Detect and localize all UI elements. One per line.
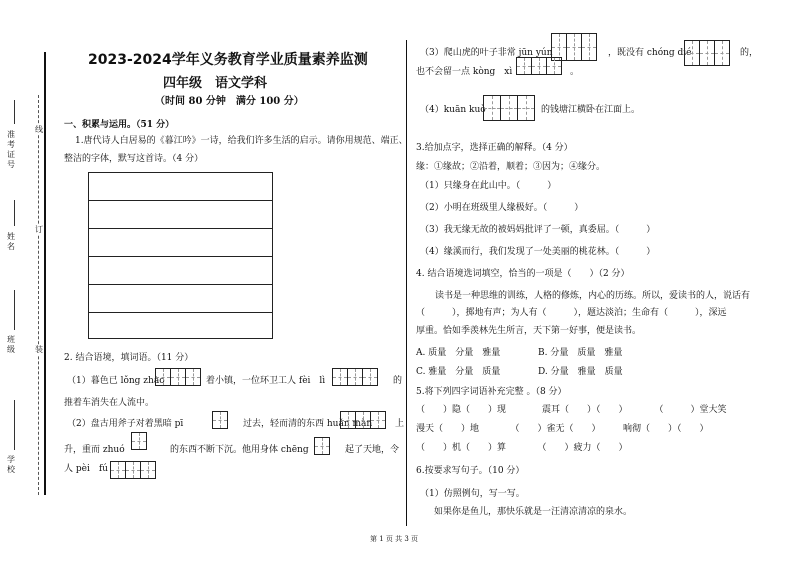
q2-2-b: 过去，轻而清的东西 huǎn màn	[243, 419, 373, 429]
seal-xian: 线	[35, 125, 43, 134]
q2-1-c: 的	[393, 376, 403, 386]
label-exam-no: 准考证号	[7, 130, 15, 169]
seal-zhuang: 装	[35, 345, 43, 354]
blank-name	[14, 200, 16, 226]
tian-zhuo[interactable]	[131, 432, 147, 450]
q2-3-a: （3）爬山虎的叶子非常 jūn yún	[420, 48, 553, 58]
q2-1-line2: 推着车消失在人流中。	[64, 398, 155, 408]
tian-kuankuo[interactable]	[483, 95, 535, 121]
q2-3-b: ，既没有 chóng dié	[608, 48, 692, 58]
tian-peifu[interactable]	[110, 461, 156, 479]
q2-2-line2-c: 起了天地，令	[345, 445, 400, 455]
q1-line2: 整洁的字体，默写这首诗。（4 分）	[64, 154, 204, 164]
q3-item-4[interactable]: （4）缘溪而行，我们发现了一处美丽的桃花林。（ ）	[420, 247, 656, 257]
column-divider	[406, 40, 407, 526]
label-class: 班级	[7, 335, 15, 354]
q5-row-2[interactable]: 漫天（ ）地 （ ）雀无（ ） 响彻（ ）（ ）	[416, 424, 709, 434]
q3-item-3[interactable]: （3）我无缘无故的被妈妈批评了一顿，真委屈。（ ）	[420, 225, 656, 235]
blank-exam-no	[14, 100, 16, 124]
q2-heading: 2. 结合语境，填词语。（11 分）	[64, 353, 194, 363]
q4-passage-3: 厚重。恰如季羡林先生所言，天下第一好事，便是读书。	[416, 326, 642, 336]
label-name: 姓名	[7, 232, 15, 251]
poem-writing-grid[interactable]	[88, 172, 273, 339]
q2-2-line2-a: 升，重而 zhuó	[64, 445, 125, 455]
q6-example: 如果你是鱼儿，那快乐就是一汪清凉清凉的泉水。	[434, 507, 633, 517]
q1-line1: 1.唐代诗人白居易的《暮江吟》一诗，给我们许多生活的启示。请你用规范、端正、	[75, 136, 408, 146]
q3-options: 缘：①缘故；②沿着，顺着；③因为；④缘分。	[416, 162, 606, 172]
q4-passage-1: 读书是一种思维的训练，人格的修炼，内心的历练。所以，爱读书的人，说话有	[435, 291, 751, 301]
tian-longzhao[interactable]	[155, 368, 201, 386]
tian-kongxi[interactable]	[516, 57, 562, 75]
q4-option-d[interactable]: D. 分量 雅量 质量	[538, 367, 623, 377]
page-footer: 第 1 页 共 3 页	[370, 535, 419, 543]
q2-2-line3: 人 pèi fú	[64, 464, 108, 474]
q2-3-d: 也不会留一点 kòng xì	[416, 67, 513, 77]
q3-item-1[interactable]: （1）只缘身在此山中。（ ）	[420, 181, 557, 191]
q2-4-b: 的钱塘江横卧在江面上。	[541, 105, 641, 115]
q2-4-a: （4）kuān kuò	[420, 105, 486, 115]
section-1-heading: 一、积累与运用。（51 分）	[64, 120, 175, 130]
q4-option-a[interactable]: A. 质量 分量 雅量	[416, 348, 501, 358]
q5-row-1[interactable]: （ ）隐（ ）现 震耳（ ）（ ） （ ）堂大笑	[416, 405, 727, 415]
q5-heading: 5.将下列四字词语补充完整 。（8 分）	[416, 387, 567, 397]
exam-title: 2023-2024学年义务教育学业质量素养监测	[88, 52, 368, 68]
q4-passage-2: （ ），掷地有声；为人有（ ），题达淡泊；生命有（ ），深远	[416, 308, 727, 318]
grade-subject: 四年级 语文学科	[163, 76, 268, 91]
q2-2-c: 上	[395, 419, 405, 429]
tian-cheng[interactable]	[314, 437, 330, 455]
exam-meta: （时间 80 分钟 满分 100 分）	[155, 96, 304, 107]
margin-line-outer	[44, 52, 46, 495]
q2-2-line2-b: 的东西不断下沉。他用身体 chēng	[170, 445, 309, 455]
seal-ding: 订	[35, 225, 43, 234]
q4-option-b[interactable]: B. 分量 质量 雅量	[538, 348, 623, 358]
q2-3-c: 的，	[740, 48, 759, 58]
tian-chongdie[interactable]	[684, 40, 730, 66]
q6-heading: 6.按要求写句子。（10 分）	[416, 466, 525, 476]
q3-item-2[interactable]: （2）小明在班级里人缘极好。（ ）	[420, 203, 584, 213]
q4-heading: 4. 结合语境选词填空，恰当的一项是（ ）（2 分）	[416, 269, 630, 279]
tian-huanman[interactable]	[340, 411, 386, 429]
q2-1-a: （1）暮色已 lǒng zhào	[67, 376, 165, 386]
tian-pi[interactable]	[212, 411, 228, 429]
q5-row-3[interactable]: （ ）机（ ）算 （ ）疲力（ ）	[416, 443, 628, 453]
tian-feili[interactable]	[332, 368, 378, 386]
q2-3-e: 。	[570, 67, 580, 77]
q2-2-a: （2）盘古用斧子对着黑暗 pī	[67, 419, 184, 429]
blank-school	[14, 400, 16, 450]
blank-class	[14, 290, 16, 330]
q4-option-c[interactable]: C. 雅量 分量 质量	[416, 367, 501, 377]
label-school: 学校	[7, 455, 15, 474]
margin-dash-line	[38, 95, 39, 495]
q6-item-1: （1）仿照例句，写一写。	[420, 489, 525, 499]
q2-1-b: 着小镇，一位环卫工人 fèi lì	[206, 376, 326, 386]
q3-heading: 3.给加点字，选择正确的解释。（4 分）	[416, 143, 573, 153]
